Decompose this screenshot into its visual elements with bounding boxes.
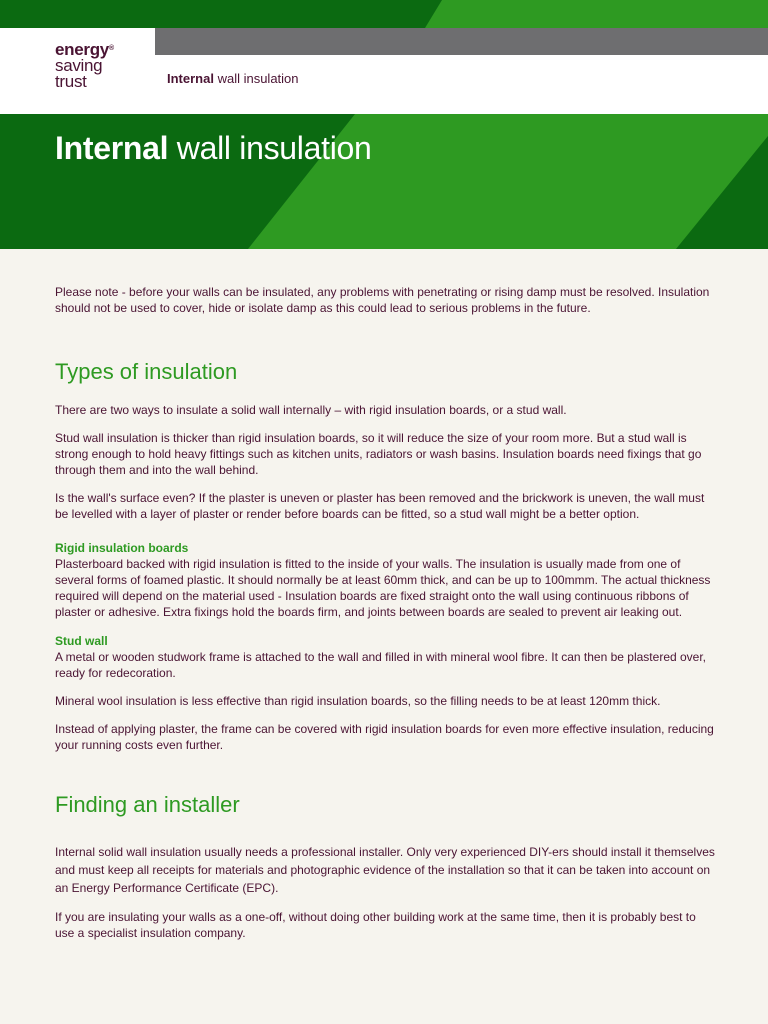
damp-note: Please note - before your walls can be insulated, any problems with penetrating or rising damp must be resolved. Insulation should not be used to cover, hide or isolate damp as this could lead to serious problems in the future. (55, 285, 710, 315)
stud-wall-paragraph-3: Instead of applying plaster, the frame can be covered with rigid insulation boards for even more effective insulation, reducing your running costs even further. (55, 722, 714, 752)
page-header (0, 28, 768, 114)
types-paragraph-3: Is the wall's surface even? If the plaster is uneven or plaster has been removed and the brickwork is uneven, the wall must be levelled with a layer of plaster or render before boards can be fitted, so a stud wall might be a better option. (55, 491, 705, 521)
energy-saving-trust-logo[interactable] (55, 42, 114, 90)
stud-wall-paragraph-2: Mineral wool insulation is less effective than rigid insulation boards, so the filling needs to be at least 120mm thick. (55, 694, 661, 708)
installer-paragraph-1: Internal solid wall insulation usually needs a professional installer. Only very experienced DIY-ers should install it themselves and must keep all receipts for materials and photographic evidence of the installation so that it can be taken into account on an Energy Performance Certificate (EPC). (55, 845, 715, 895)
stud-wall-paragraph-1: A metal or wooden studwork frame is attached to the wall and filled in with mineral wool fibre. It can then be plastered over, ready for redecoration. (55, 650, 707, 680)
types-paragraph-1: There are two ways to insulate a solid wall internally – with rigid insulation boards, or a stud wall. (55, 403, 567, 417)
breadcrumb-bold: Internal (167, 71, 214, 86)
page-title: Internal wall insulation (55, 130, 372, 166)
breadcrumb (167, 71, 299, 86)
top-decor-band (0, 0, 768, 28)
header-gray-bar (155, 28, 768, 55)
hero-banner (0, 114, 768, 249)
logo-line-1: energy® (55, 40, 114, 59)
installer-heading: Finding an installer (55, 792, 240, 817)
main-content (55, 284, 715, 953)
installer-paragraph-2: If you are insulating your walls as a one-off, without doing other building work at the same time, then it is probably best to use a specialist insulation company. (55, 910, 696, 940)
types-paragraph-2: Stud wall insulation is thicker than rigid insulation boards, so it will reduce the size of your room more. But a stud wall is strong enough to hold heavy fittings such as kitchen units, radiators or wash basins. Insulation boards need fixings that go through them and into the wall behind. (55, 431, 702, 477)
types-heading: Types of insulation (55, 359, 238, 384)
rigid-boards-paragraph: Plasterboard backed with rigid insulation is fitted to the inside of your walls. The insulation is usually made from one of several forms of foamed plastic. It should normally be at least 60mm thick, and can be up to 100mmm. The actual thickness required will depend on the material used - Insulation boards are fixed straight onto the wall using continuous ribbons of plaster or adhesive. Extra fixings hold the boards firm, and joints between boards are sealed to prevent air leaking out. (55, 557, 711, 619)
logo-line-2: saving (55, 56, 103, 75)
logo-line-3: trust (55, 72, 87, 91)
breadcrumb-rest: wall insulation (213, 71, 299, 86)
stud-wall-heading: Stud wall (55, 634, 108, 648)
rigid-boards-heading: Rigid insulation boards (55, 541, 189, 555)
